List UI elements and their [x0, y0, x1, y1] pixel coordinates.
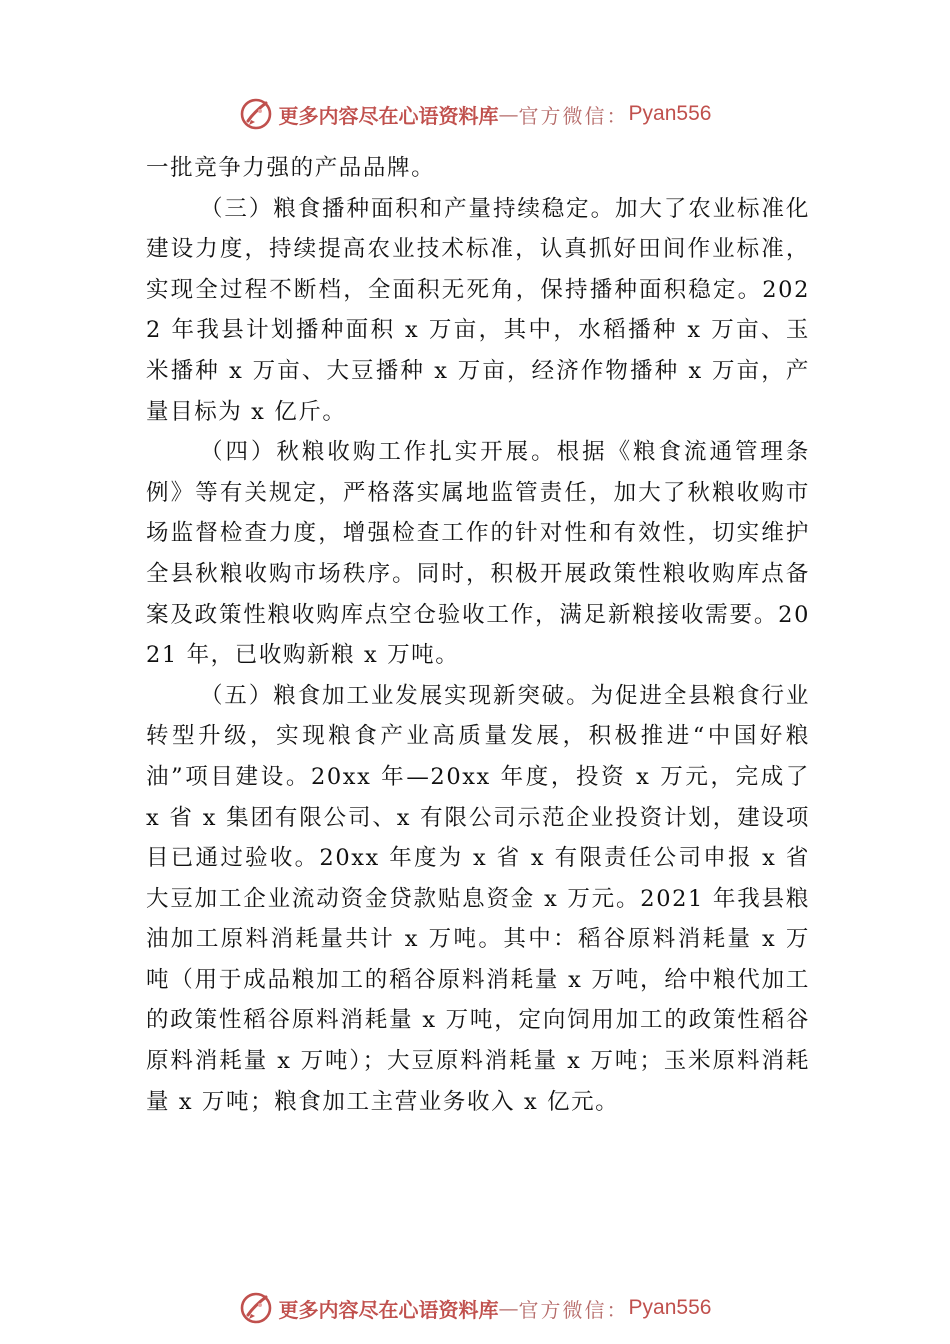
paragraph-continuation: 一批竞争力强的产品品牌。	[146, 155, 436, 181]
pen-circle-logo-icon	[239, 1291, 273, 1325]
paragraph-section-3: （三）粮食播种面积和产量持续稳定。加大了农业标准化建设力度，持续提高农业技术标准，认真抓好田间作业标准，实现全过程不断档，全面积无死角，保持播种面积稳定。2022 年我县计划播种面积 x 万亩，其中，水稻播种 x 万亩、玉米播种 x 万亩、大豆播种 x 万亩，经济作物播种 x 万亩，产量目标为 x 亿斤。	[146, 195, 810, 425]
watermark-separator: —	[498, 102, 519, 126]
document-body	[146, 148, 810, 1122]
watermark-brand: 更多内容尽在心语资料库	[278, 103, 499, 128]
watermark-id: Pyan556	[628, 1296, 712, 1319]
watermark-separator: —	[498, 1296, 519, 1320]
paragraph-section-5: （五）粮食加工业发展实现新突破。为促进全县粮食行业转型升级，实现粮食产业高质量发展，积极推进“中国好粮油”项目建设。20xx 年—20xx 年度，投资 x 万元，完成了 x 省 x 集团有限公司、x 有限公司示范企业投资计划，建设项目已通过验收。20xx 年度为 x 省 x 有限责任公司申报 x 省大豆加工企业流动资金贷款贴息资金 x 万元。2021 年我县粮油加工原料消耗量共计 x 万吨。其中：稻谷原料消耗量 x 万吨（用于成品粮加工的稻谷原料消耗量 x 万吨，给中粮代加工的政策性稻谷原料消耗量 x 万吨，定向饲用加工的政策性稻谷原料消耗量 x 万吨）；大豆原料消耗量 x 万吨；玉米原料消耗量 x 万吨；粮食加工主营业务收入 x 亿元。	[146, 682, 810, 1115]
pen-circle-logo-icon	[239, 97, 273, 131]
watermark-brand: 更多内容尽在心语资料库	[278, 1297, 499, 1322]
paragraph-section-4: （四）秋粮收购工作扎实开展。根据《粮食流通管理条例》等有关规定，严格落实属地监管责任，加大了秋粮收购市场监督检查力度，增强检查工作的针对性和有效性，切实维护全县秋粮收购市场秩序。同时，积极开展政策性粮收购库点备案及政策性粮收购库点空仓验收工作，满足新粮接收需要。2021 年，已收购新粮 x 万吨。	[146, 439, 810, 669]
watermark-label: 官方微信：	[518, 103, 629, 128]
header-watermark	[0, 94, 950, 134]
footer-watermark	[0, 1288, 950, 1328]
watermark-label: 官方微信：	[518, 1297, 629, 1322]
watermark-id: Pyan556	[628, 102, 712, 125]
